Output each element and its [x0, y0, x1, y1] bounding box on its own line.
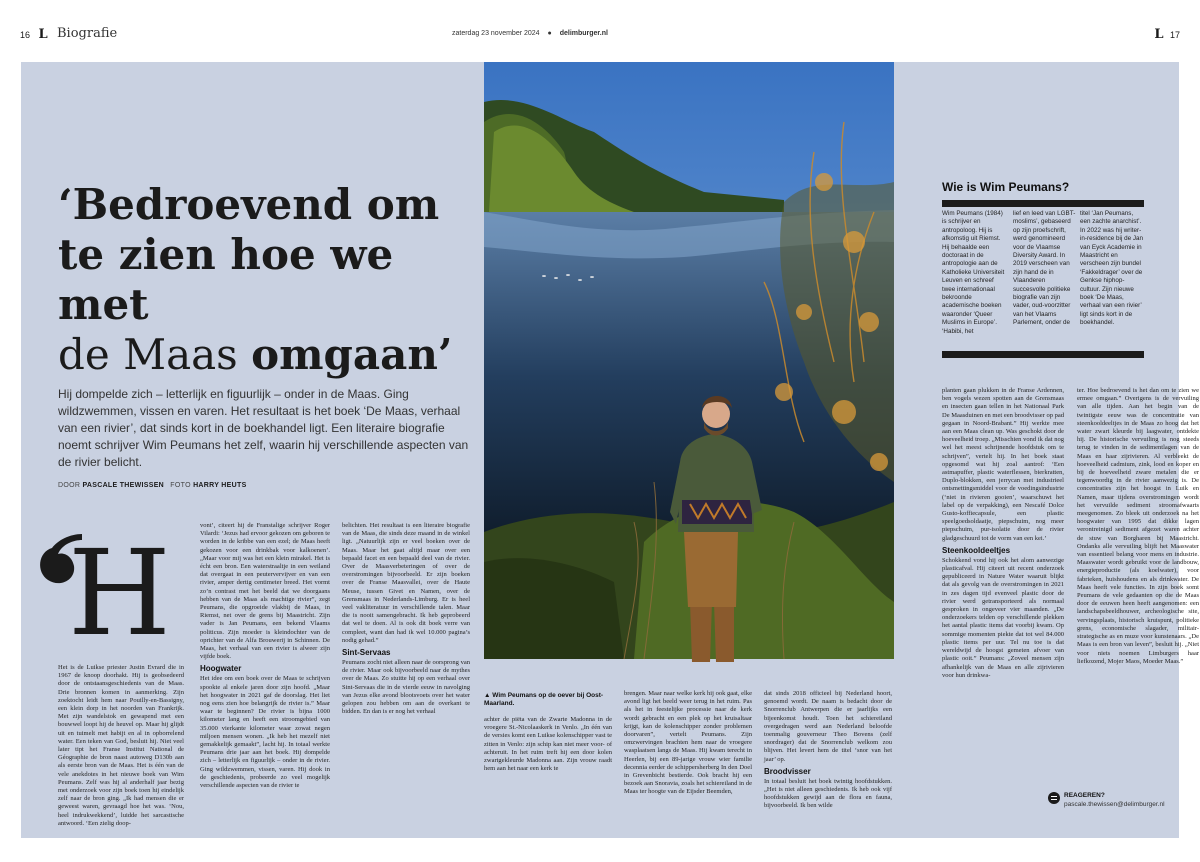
- body-column-8: [1077, 387, 1199, 767]
- infobox-column-2: lief en leed van LGBT-moslims’, gebaseerd op zijn proefschrift, werd genomineerd voor de Vlaamse Diversity Award. In 2019 verscheen van zijn hand de in Vlaanderen succesvolle politieke biografie van zijn vader, oud-voorzitter van het Vlaams Parlement, onder de: [1013, 210, 1076, 327]
- body-text: In totaal besluit het boek twintig hoofdstukken. „Het is niet alleen geschiedenis. Ik heb ook vijf hoofdstukken gewijd aan de flora en fauna, bijvoorbeeld. Ik ben wilde: [764, 777, 892, 810]
- subheading-hoogwater: Hoogwater: [200, 664, 242, 674]
- body-text: belichten. Het resultaat is een literaire biografie van de Maas, die sinds deze maand in de winkel ligt. „Natuurlijk zijn er veel boeken over de Maas. Maar het gaat altijd maar over een bepaald facet en een bepaald deel van de rivier. Over de Maasverbeteringen of over de overstromingen bijvoorbeeld. Er zijn boeken over de Franse Maasvallei, over de Haute Meuse, tussen Givet en Namen, over de Grensmaas in Nederlands-Limburg. Er is heel veel vakliteratuur in verschillende talen. Maar die is nooit samengebracht. Ik heb geprobeerd dat wel te doen. Al is ook dit boek verre van compleet, want dan had ik wel 10.000 pagina’s nodig gehad.”: [342, 522, 470, 644]
- newspaper-logo-right: L: [1154, 27, 1164, 42]
- byline-foto: FOTO: [170, 482, 191, 489]
- body-column-3: [342, 522, 470, 836]
- page-number-left: [20, 27, 48, 42]
- issue-date: zaterdag 23 november 2024: [452, 30, 540, 37]
- infobox-column-3: titel ‘Jan Peumans, een zachte anarchist’. In 2022 was hij writer-in-residence bij de Jan van Eyck Academie in Maastricht en verscheen zijn bundel ‘Fakkeldrager’ over de Genkse hiphop-cultuur. Zijn nieuwe boek ‘De Maas, verhaal van een rivier’ ligt sinds kort in de boekhandel.: [1080, 210, 1144, 327]
- subheading-sint-servaas: Sint-Servaas: [342, 648, 391, 658]
- body-text: dat sinds 2018 officieel bij Nederland hoort, genoemd wordt. De naam is bedacht door de Snorrenclub Antwerpen die er jaarlijks een bijeenkomst houdt. Toen het schiereiland overgedragen werd aan Nederland beloofde toenmalig gouverneur Theo Bovens (zelf snordrager) dat de Snorrenclub welkom zou blijven. Het levert hem de titel ‘snor van het jaar’ op.: [764, 690, 892, 763]
- website: delimburger.nl: [559, 30, 608, 37]
- caption-marker-icon: ▲: [484, 692, 491, 699]
- subheading-steenkooldeeltjes: Steenkooldeeltjes: [942, 545, 1011, 555]
- body-text: Peumans zocht niet alleen naar de oorsprong van de rivier. Maar ook bijvoorbeeld naar de mythes over de Maas. Zo stuitte hij op een verhaal over Sint-Servaas die in de vierde eeuw in navolging van Jezus elke avond blootsvoets over het water gelopen zou hebben om aan de overkant te bidden. En dan is er nog het verhaal: [342, 659, 470, 716]
- intro-paragraph: Hij dompelde zich – letterlijk en figuurlijk – onder in de Maas. Ging wildzwemmen, vissen en varen. Het resultaat is het boek ‘De Maas, verhaal van een rivier’, dat sinds kort in de boekhandel ligt. Een literaire biografie noemt schrijver Wim Peumans het zelf, waarin hij verschillende aspecten van de rivier belicht.: [58, 387, 469, 469]
- infobox-title: Wie is Wim Peumans?: [942, 180, 1070, 194]
- article-headline: [58, 180, 478, 380]
- byline-photographer: HARRY HEUTS: [193, 482, 247, 489]
- river-photo: [484, 62, 894, 659]
- dropcap-letter: H: [68, 524, 171, 662]
- section-name: Biografie: [57, 26, 118, 41]
- headline-line-3-light: de Maas: [58, 330, 252, 379]
- headline-line-2: te zien hoe we met: [58, 230, 394, 329]
- react-email-link[interactable]: pascale.thewissen@delimburger.nl: [1064, 801, 1165, 808]
- page-number-right-text: 17: [1169, 30, 1180, 40]
- dropcap: [34, 518, 171, 662]
- caption-text: Wim Peumans op de oever bij Oost-Maarland.: [484, 692, 604, 707]
- body-column-2: [200, 522, 330, 836]
- body-text: brengen. Maar naar welke kerk hij ook gaat, elke avond ligt het beeld weer terug in het ruim. Pas als het in feestelijke processie naar de kerk wordt gebracht en een plek op het kruisaltaar krijgt, kan de kolenschipper zonder problemen doorvaren”, vertelt Peumans. Zijn omzwervingen brachten hem naar de vroegere wasplaatsen langs de Maas. Hij kwam terecht in Heerlen, bij een 89-jarige vrouw wier familie decennia eerder de schippersherberg In den Doel in Grevenbicht bestierde. Ook bracht hij een bezoek aan Snoravia, zoals het schiereiland in de Maas ter hoogte van de Eijsder Beemden,: [624, 690, 752, 796]
- body-column-5: [624, 690, 752, 836]
- photo-caption: [484, 692, 612, 708]
- date-line: zaterdag 23 november 2024 ● delimburger.nl: [452, 30, 608, 37]
- subheading-broodvisser: Broodvisser: [764, 766, 811, 776]
- body-text: ter. Hoe bedroevend is het dan om te zien we ermee omgaan.” Overigens is de vervuiling van alle tijden. Aan het begin van de twintigste eeuw was de concentratie van steenkooldeeltjes in de Maas zo hoog dat het water zwart kleurde bij laagwater, ontdekte hij. De historische vervuiling is nog steeds terug te vinden in de sedimentlagen van de Maas en haar zijrivieren. Al verbleekt de hoeveelheid cadmium, zink, lood en koper en bij de hoeveelheid zware metalen die er tegenwoordig in de rivier aanwezig is. De concentraties zijn het hoogst in Luik en Namen, maar tijdens overstromingen wordt het vervuilde sediment stroomafwaarts meegenomen. Zo bleek uit onderzoek na het hoogwater van 1995 dat dikke lagen verontreinigd sediment afgezet waren achter de stuw van Borgharen bij Maastricht. Ondanks alle vervuiling blijft het Maaswater van essentieel belang voor mens en industrie. Maaswater wordt gebruikt voor de landbouw, energieproductie (als koelwater), voor fabrieken, huishoudens en als drinkwater. De Maas heeft vele functies. In zijn boek somt Peumans de vele gedaanten op die de Maas door de eeuwen heen heeft aangenomen: een landschapsbeeldhouwer, archeologische site, vervingsplaats, historisch kruispunt, politieke grens, economische slagader, militair-strategische as en muze voor kunstenaars. „De Maas is een bron van leven”, besluit hij. „Niet voor niets noemen Limburgers haar liefkozend, Mojer Maos, Moeder Maas.”: [1077, 387, 1199, 665]
- infobox-rule-bottom: [942, 351, 1144, 358]
- body-text: Schokkend vond hij ook het alom aanwezige plasticafval. Hij citeert uit recent onderzoek gepubliceerd in Nature Water waaruit blijkt dat als gevolg van de overstromingen in 2021 in zes dagen tijd evenveel plastic door de rivier werd getransporteerd als normaal gesproken in ongeveer vier maanden. „De onderzoekers telden op verschillende plekken het aantal plastic items dat voorbij kwam. Op sommige momenten piekte dat tot wel 84.000 plastic items per uur. Tel nu toe is dat wereldwijd de hoogst gemeten afvoer van plastic ooit.” Peumans: „Zoveel mensen zijn afhankelijk van de Maas en alle zijrivieren voor hun drinkwa-: [942, 556, 1064, 679]
- body-text: Het idee om een boek over de Maas te schrijven spookte al enkele jaren door zijn hoofd. „Maar het hoogwater in 2021 gaf de doorslag. Het liet nog eens zien hoe belangrijk de rivier is.” Maar waar te beginnen? De rivier is bijna 1000 kilometer lang en heeft een stroomgebied van 35.000 vierkante kilometer waar zowat negen miljoen mensen wonen. „Ik heb het mezelf niet gemakkelijk gemaakt”, lacht hij. In totaal werkte Peumans drie jaar aan het boek. Hij dompelde zich – letterlijk en figuurlijk – onder in de rivier. Ging wildzwemmen, vissen, varen. Hij dook in de geschiedenis, probeerde zo veel mogelijk verschillende aspecten van de rivier te: [200, 675, 330, 790]
- newspaper-logo: L: [38, 27, 48, 42]
- headline-line-3-bold: omgaan’: [251, 330, 453, 379]
- page-number-right: [1154, 27, 1180, 42]
- body-text: planten gaan plukken in de Franse Ardennen, ben vogels wezen spotten aan de Grensmaas en insecten gaan tellen in het Nationaal Park De Maasduinen en met een broodvisser op pad gegaan in Noord-Brabant.” Hij werkte mee aan een Maas clean up. Was geschokt door de hoeveelheid troep. „Misschien vond ik dat nog wel het meest schrijnende hoofdstuk om te schrijven”, vertelt hij. In het boek staat opgesomd wat hij zoal aantrof: ‘Een astmapuffer, plastic waterflessen, bierkratten, Duplo-blokken, een jerrycan met industrieel ontsmettingsmiddel voor de voedingsindustrie (‘niet in rivieren gooien’, waarschuwt het label op de verpakking), een Nescafé Dolce Gusto-koffiecapsule, een plastic speelgoedsoldaatje, piepschuim, nog meer piepschuim, pur-isolatie door de rivier gladgeschuurd tot de vorm van een kei.’: [942, 387, 1064, 542]
- react-label: REAGEREN?: [1064, 792, 1105, 799]
- byline-author: PASCALE THEWISSEN: [82, 482, 165, 489]
- page-header: [0, 0, 1200, 60]
- byline-door: DOOR: [58, 482, 81, 489]
- river-photo-illustration: [484, 62, 894, 659]
- chat-icon: [1048, 792, 1060, 804]
- infobox-column-1: Wim Peumans (1984) is schrijver en antropoloog. Hij is afkomstig uit Riemst. Hij behaalde een doctoraat in de antropologie aan de Katholieke Universiteit Leuven en schreef twee internationaal bekroonde academische boeken waaronder ‘Queer Muslims in Europe’. ‘Habibi, het: [942, 210, 1005, 335]
- infobox-rule-top: [942, 200, 1144, 207]
- body-text: Het is de Luikse priester Justin Evrard die in 1967 de knoop doorhakt. Hij is geobsedeerd door de ontstaansgeschiedenis van de Maas. Drie bronnen komen in aanmerking. Zijn zoektocht leidt hem naar Pouilly-en-Bassigny, een klein dorp in het noorden van Frankrijk. Met zijn wandelstok en gewapend met een bouwwel loopt hij de heuvel op. Maar hij glijdt uit en tuimelt met habijt en al in opborrelend water. Een teken van God, besluit hij. Niet veel later tipt het Franse Institut National de Géographie de bron naast autoweg D130b aan als eerste bron van de Maas. Het is één van de vele anekdotes in het nieuwe boek van Wim Peumans. Zelf was hij al anderhalf jaar bezig met onderzoek voor zijn boek toen hij eindelijk zelf naar de bron ging. „Ik had mensen die er geweest waren, gevraagd hoe het was. ‘Nou, heel indrukwekkend’, luidde het sarcastische antwoord. ‘Een zielig doop-: [58, 664, 184, 827]
- byline: [58, 482, 247, 489]
- body-column-7: [942, 387, 1064, 836]
- body-column-6: [764, 690, 892, 836]
- headline-line-1: ‘Bedroevend om: [58, 180, 440, 229]
- page-number-left-text: 16: [20, 30, 31, 40]
- body-column-1: [58, 664, 184, 836]
- body-text: vont’, citeert hij de Franstalige schrijver Roger Vilardi: ‘Jezus had ervoor gekozen om geboren te worden in de kribbe van een ezel; de Maas heeft gekozen voor een drinkbak voor kalkoenen’. „Maar voor mij was het een klein mirakel. Het is écht een bron. Een waterstraaltje in een weiland dat overgaat in een peutervervijver en van een rivier, amper dertig centimeter breed. Het vormt zo’n contrast met het beeld dat we doorgaans hebben van de Maas als machtige rivier”, zegt Peumans, die opgroeide vlakbij de Maas, in Riemst, net over de grens bij Maastricht. Zijn vader is Jan Peumans, een bekend Vlaams politicus. Zijn moeder is kleindochter van de oprichter van de Alfa Brouwerij in Schinnen. De Maas, het verhaal van een rivier is alweer zijn vijfde boek.: [200, 522, 330, 661]
- body-column-4: [484, 716, 612, 836]
- body-text: achter de piëta van de Zwarte Madonna in de vroegere St.-Nicolaaskerk in Venlo. „In één van de versies komt een Luikse kolenschipper vast te zitten in Venlo: zijn schip kan niet meer voor- of achteruit. In het ruim treft hij een door kolen zwartgekleurde Madonna aan. Zijn vrouw raadt hem aan het naar een kerk te: [484, 716, 612, 773]
